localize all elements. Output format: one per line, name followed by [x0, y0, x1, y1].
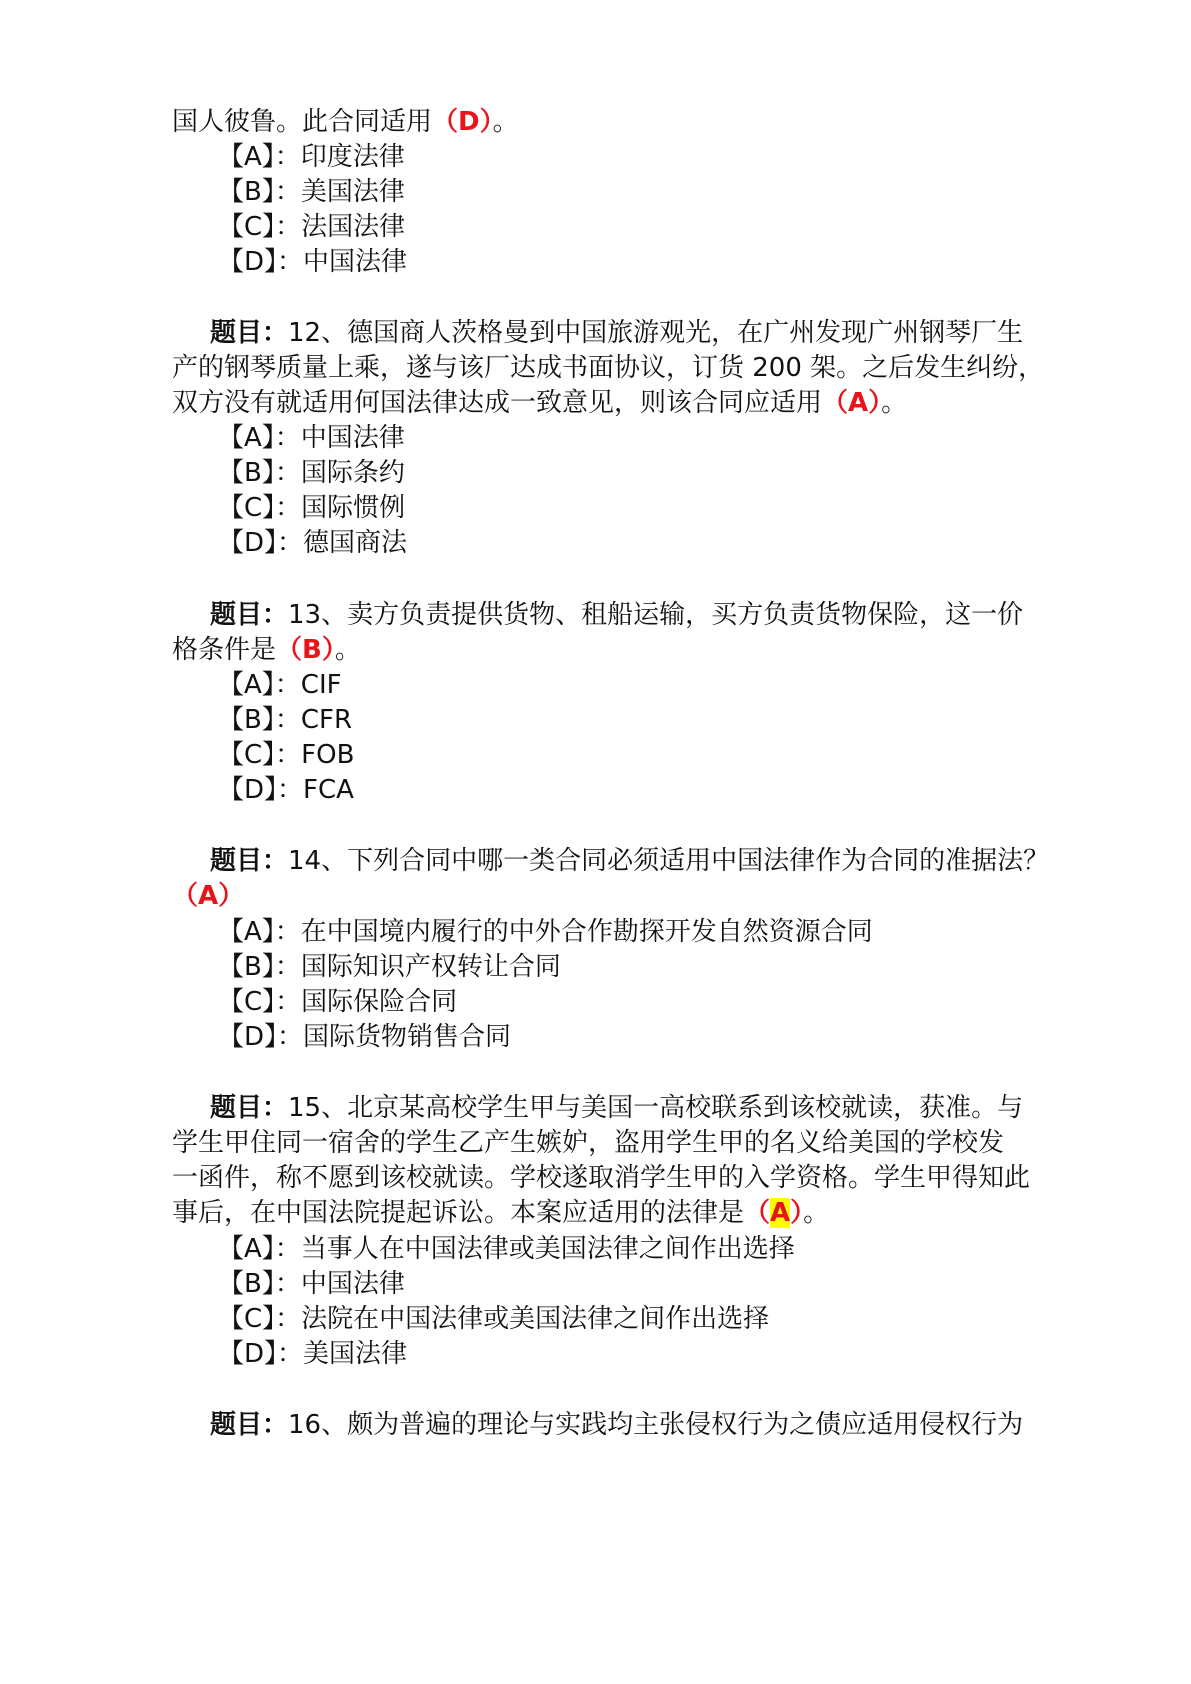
option-a: 【A】：CIF — [218, 670, 342, 700]
answer-mark: （D） — [432, 107, 493, 137]
question-label: 题目： — [210, 600, 289, 630]
punctuation: 。 — [881, 388, 908, 418]
question-15-line-4 — [172, 1194, 829, 1232]
option-d: 【D】：中国法律 — [218, 247, 408, 277]
option-b: 【B】：CFR — [218, 705, 353, 735]
question-12-line-1 — [210, 314, 1023, 352]
option-c: 【C】：国际惯例 — [218, 493, 406, 523]
question-12-line-3 — [172, 384, 907, 422]
question-13-line-1 — [210, 596, 1023, 634]
answer-paren-close: ） — [790, 1198, 804, 1228]
answer-mark — [744, 1198, 803, 1228]
question-16-line-1 — [210, 1406, 1023, 1444]
answer-highlight: A — [770, 1198, 791, 1228]
option-c: 【C】：FOB — [218, 740, 355, 770]
option-a: 【A】：在中国境内履行的中外合作勘探开发自然资源合同 — [218, 917, 873, 947]
punctuation: 。 — [492, 107, 519, 137]
option-c: 【C】：国际保险合同 — [218, 987, 458, 1017]
option-d: 【D】：国际货物销售合同 — [218, 1022, 512, 1052]
question-label: 题目： — [210, 318, 289, 348]
option-b: 【B】：美国法律 — [218, 177, 405, 207]
question-13-line-2 — [172, 631, 361, 669]
question-14-line-2 — [172, 877, 244, 915]
question-label: 题目： — [210, 1410, 289, 1440]
answer-mark: （A） — [172, 881, 245, 911]
option-a: 【A】：印度法律 — [218, 142, 405, 172]
question-15-line-1 — [210, 1089, 1023, 1127]
question-label: 题目： — [210, 1093, 289, 1123]
question-text: 国人彼鲁。此合同适用 — [172, 107, 433, 137]
question-15-line-2: 学生甲住同一宿舍的学生乙产生嫉妒，盗用学生甲的名义给美国的学校发 — [172, 1128, 1005, 1158]
option-a: 【A】：中国法律 — [218, 423, 405, 453]
option-a: 【A】：当事人在中国法律或美国法律之间作出选择 — [218, 1234, 795, 1264]
answer-mark: （A） — [822, 388, 882, 418]
question-text: 15、北京某高校学生甲与美国一高校联系到该校就读，获准。与 — [288, 1093, 1024, 1123]
option-d: 【D】：德国商法 — [218, 528, 408, 558]
option-b: 【B】：国际条约 — [218, 458, 405, 488]
answer-paren-open: （ — [744, 1198, 771, 1228]
question-text: 格条件是 — [172, 635, 277, 665]
option-d: 【D】：美国法律 — [218, 1339, 408, 1369]
option-d: 【D】：FCA — [218, 775, 354, 805]
question-15-line-3: 一函件，称不愿到该校就读。学校遂取消学生甲的入学资格。学生甲得知此 — [172, 1163, 1031, 1193]
question-text: 16、颇为普遍的理论与实践均主张侵权行为之债应适用侵权行为 — [288, 1410, 1024, 1440]
option-b: 【B】：中国法律 — [218, 1269, 405, 1299]
question-text: 14、下列合同中哪一类合同必须适用中国法律作为合同的准据法？ — [288, 846, 1050, 876]
question-14-line-1 — [210, 842, 1049, 880]
question-text-line — [172, 103, 519, 141]
question-text: 事后，在中国法院提起诉讼。本案应适用的法律是 — [172, 1198, 745, 1228]
question-label: 题目： — [210, 846, 289, 876]
question-12-line-2: 产的钢琴质量上乘，遂与该厂达成书面协议，订货 200 架。之后发生纠纷， — [172, 353, 1045, 383]
question-text: 13、卖方负责提供货物、租船运输，买方负责货物保险，这一价 — [288, 600, 1024, 630]
punctuation: 。 — [803, 1198, 830, 1228]
question-text: 双方没有就适用何国法律达成一致意见，则该合同应适用 — [172, 388, 823, 418]
option-c: 【C】：法院在中国法律或美国法律之间作出选择 — [218, 1304, 770, 1334]
option-c: 【C】：法国法律 — [218, 212, 406, 242]
answer-mark: （B） — [276, 635, 335, 665]
punctuation: 。 — [334, 635, 361, 665]
question-text: 12、德国商人茨格曼到中国旅游观光，在广州发现广州钢琴厂生 — [288, 318, 1024, 348]
option-b: 【B】：国际知识产权转让合同 — [218, 952, 561, 982]
